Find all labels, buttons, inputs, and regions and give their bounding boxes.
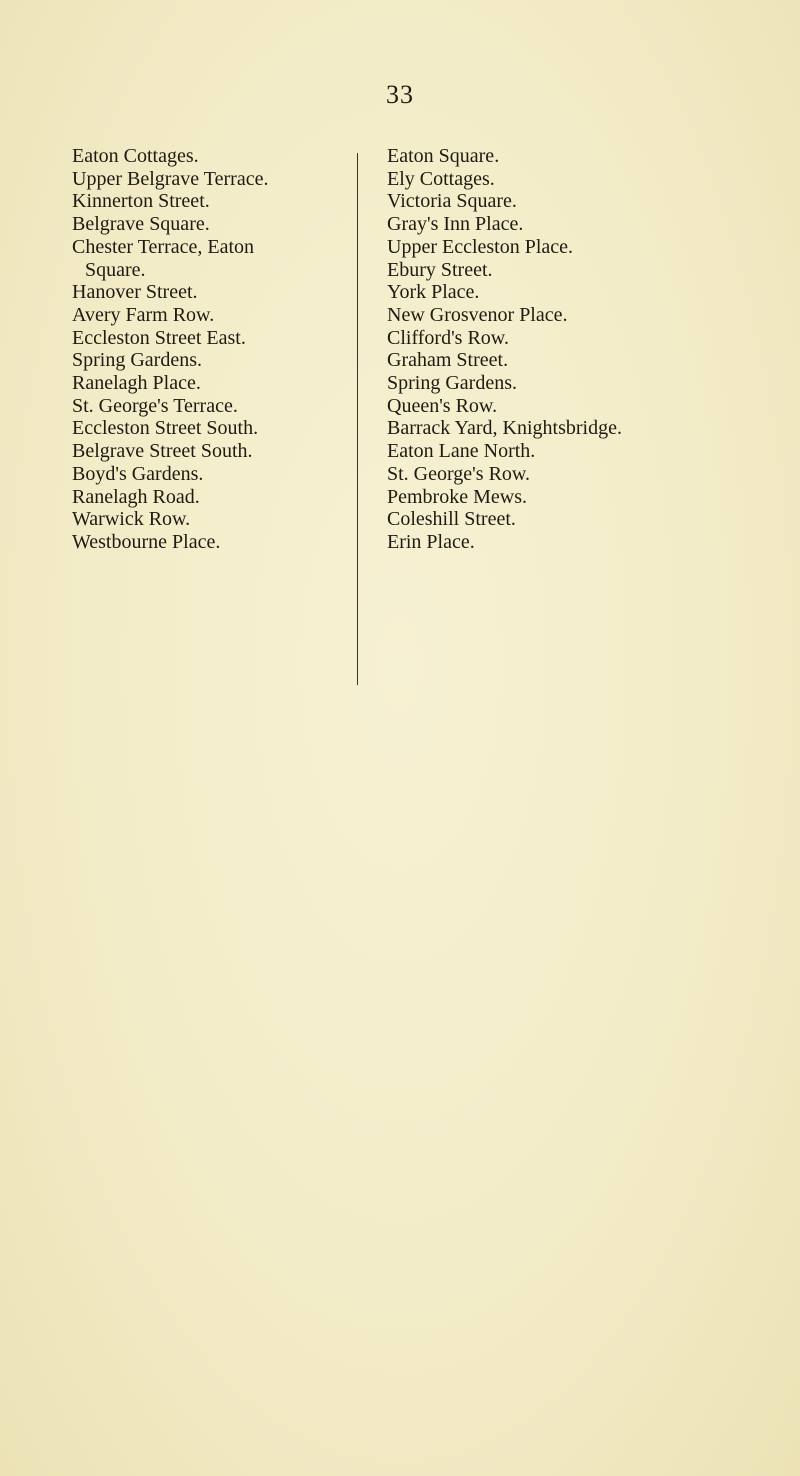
- list-item: Avery Farm Row.: [72, 303, 215, 326]
- list-item: Upper Eccleston Place.: [387, 235, 574, 258]
- list-item: Ely Cottages.: [387, 167, 495, 190]
- list-item: Boyd's Gardens.: [72, 462, 204, 485]
- list-item: Upper Belgrave Terrace.: [72, 167, 269, 190]
- list-item: Westbourne Place.: [72, 530, 221, 553]
- list-item: Ranelagh Road.: [72, 485, 200, 508]
- list-item: Spring Gardens.: [72, 349, 202, 372]
- list-item: Eaton Lane North.: [387, 440, 536, 463]
- list-item: Kinnerton Street.: [72, 190, 210, 213]
- list-item: Coleshill Street.: [387, 508, 516, 531]
- list-item: Graham Street.: [387, 349, 509, 372]
- list-item: Spring Gardens.: [387, 372, 517, 395]
- list-item: Hanover Street.: [72, 281, 198, 304]
- page-number: 33: [386, 80, 414, 109]
- list-item: Barrack Yard, Knightsbridge.: [387, 417, 622, 440]
- list-item: Ebury Street.: [387, 258, 493, 281]
- column-divider: [357, 153, 358, 685]
- list-item: Eccleston Street South.: [72, 417, 259, 440]
- list-item: Queen's Row.: [387, 394, 498, 417]
- list-item: Square.: [85, 258, 146, 281]
- list-item: Belgrave Street South.: [72, 440, 253, 463]
- list-item: Eaton Square.: [387, 145, 500, 167]
- list-item: Belgrave Square.: [72, 213, 210, 236]
- list-item: St. George's Row.: [387, 462, 531, 485]
- list-item: Gray's Inn Place.: [387, 213, 524, 236]
- list-item: Pembroke Mews.: [387, 485, 527, 508]
- list-item: Clifford's Row.: [387, 326, 509, 349]
- street-list-left: [72, 145, 268, 554]
- street-list-right: [387, 145, 622, 554]
- list-item: Victoria Square.: [387, 190, 517, 213]
- list-item: Erin Place.: [387, 530, 475, 553]
- list-item: St. George's Terrace.: [72, 394, 238, 417]
- list-item: Chester Terrace, Eaton: [72, 235, 255, 258]
- list-item: Eaton Cottages.: [72, 145, 199, 167]
- list-item: York Place.: [387, 281, 480, 304]
- list-item: Eccleston Street East.: [72, 326, 246, 349]
- list-item: New Grosvenor Place.: [387, 303, 568, 326]
- list-item: Ranelagh Place.: [72, 372, 201, 395]
- list-item: Warwick Row.: [72, 508, 191, 531]
